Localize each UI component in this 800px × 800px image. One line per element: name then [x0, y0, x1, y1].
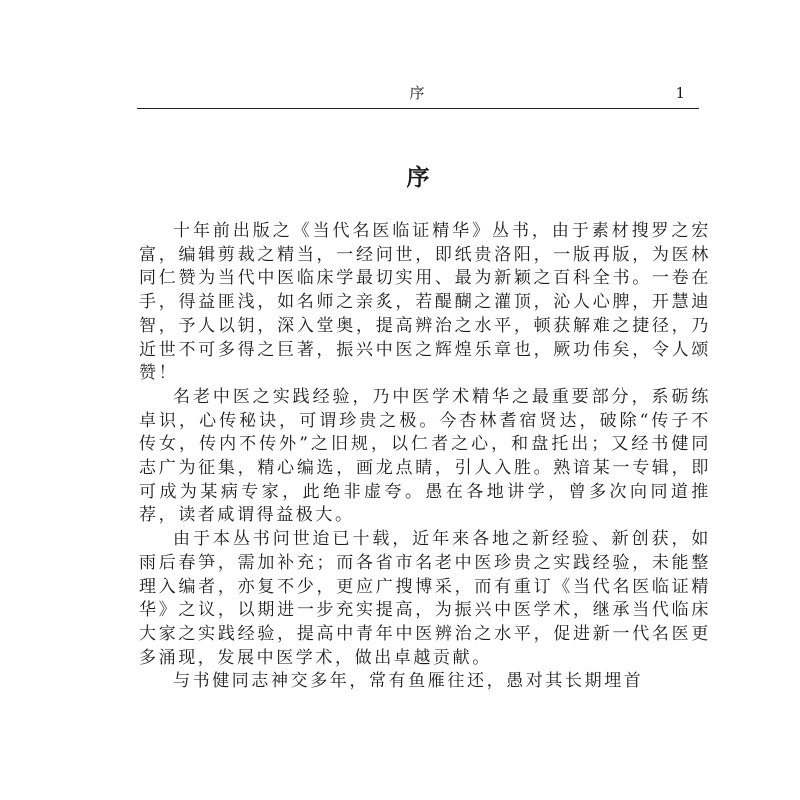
paragraph: 由于本丛书问世迨已十载，近年来各地之新经验、新创获，如雨后春笋，需加补充；而各省市名老中医珍贵之实践经验，未能整理入编者，亦复不少，更应广搜博采，而有重订《当代名医临证精华》之议，以期进一步充实提高，为振兴中医学术，继承当代临床大家之实践经验，提高中青年中医辨治之水平，促进新一代名医更多涌现，发展中医学术，做出卓越贡献。	[139, 529, 711, 668]
body-text	[139, 220, 711, 694]
paragraph: 十年前出版之《当代名医临证精华》丛书，由于素材搜罗之宏富，编辑剪裁之精当，一经问世，即纸贵洛阳，一版再版，为医林同仁赞为当代中医临床学最切实用、最为新颖之百科全书。一卷在手，得益匪浅，如名师之亲炙，若醍醐之灌顶，沁人心脾，开慧迪智，予人以钥，深入堂奥，提高辨治之水平，顿获解难之捷径，乃近世不可多得之巨著，振兴中医之辉煌乐章也，厥功伟矣，令人颂赞！	[139, 221, 711, 384]
running-header	[137, 82, 699, 106]
paragraph: 名老中医之实践经验，乃中医学术精华之最重要部分，系砺练卓识，心传秘诀，可谓珍贵之极。今杏林耆宿贤达，破除“传子不传女，传内不传外”之旧规，以仁者之心，和盘托出；又经书健同志广为征集，精心编选，画龙点睛，引人入胜。熟谙某一专辑，即可成为某病专家，此绝非虚夸。愚在各地讲学，曾多次向同道推荐，读者咸谓得益极大。	[139, 386, 711, 526]
page-number: 1	[675, 84, 685, 102]
header-rule	[137, 108, 699, 109]
running-title: 序	[409, 84, 427, 102]
paragraph: 与书健同志神交多年，常有鱼雁往还，愚对其长期埋首	[173, 671, 644, 692]
section-title: 序	[406, 164, 430, 191]
